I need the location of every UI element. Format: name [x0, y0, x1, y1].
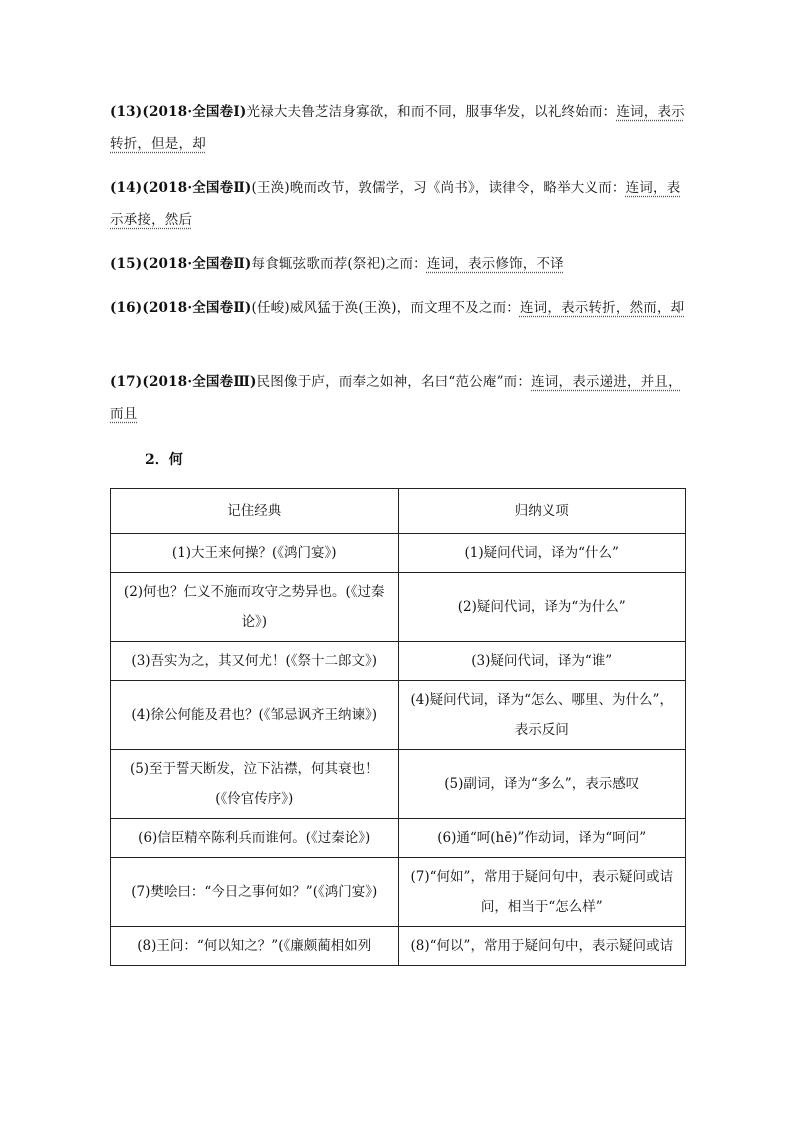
meaning-item: (7)“何如”，常用于疑问句中，表示疑问或诘问，相当于“怎么样”: [398, 858, 686, 927]
meaning-item: (5)副词，译为“多么”，表示感叹: [398, 750, 686, 819]
column-header-meaning: 归纳义项: [398, 489, 686, 534]
word-meaning-table: [110, 488, 686, 966]
section-heading: 2．何: [145, 452, 183, 468]
meaning-item: (6)通“呵(hē)”作动词，译为“呵问”: [398, 819, 686, 858]
classic-example: (5)至于誓天断发，泣下沾襟，何其衰也！(《伶官传序》): [111, 750, 399, 819]
classic-example: (7)樊哙曰：“今日之事何如？”(《鸿门宴》): [111, 858, 399, 927]
classic-example: (2)何也？仁义不施而攻守之势异也。(《过秦论》): [111, 573, 399, 642]
item-number: (15): [110, 256, 143, 272]
classic-example: (3)吾实为之，其又何尤！(《祭十二郎文》): [111, 642, 399, 681]
classic-example: (1)大王来何操？(《鸿门宴》): [111, 534, 399, 573]
table-row: [111, 858, 686, 927]
item-number: (14): [110, 180, 143, 196]
table-row: [111, 534, 686, 573]
classic-example: (4)徐公何能及君也？(《邹忌讽齐王纳谏》): [111, 681, 399, 750]
item-text: 每食辄弦歌而荐(祭祀)之而：: [251, 256, 427, 272]
paragraph-13: [110, 96, 686, 160]
paragraph-16: [110, 292, 686, 324]
classic-example: (6)信臣精卒陈利兵而谁何。(《过秦论》): [111, 819, 399, 858]
item-answer: 连词，表示修饰，不译: [426, 256, 564, 272]
item-number: (17): [110, 374, 143, 390]
table-row: [111, 750, 686, 819]
item-source: (2018·全国卷Ⅰ): [142, 104, 247, 120]
table-row: [111, 681, 686, 750]
item-source: (2018·全国卷Ⅱ): [142, 256, 252, 272]
item-answer: 连词，表示承接，然后: [110, 180, 681, 228]
item-source: (2018·全国卷Ⅱ): [142, 300, 252, 316]
meaning-item: (8)“何以”，常用于疑问句中，表示疑问或诘: [398, 927, 686, 966]
classic-example: (8)王问：“何以知之？”(《廉颇蔺相如列: [111, 927, 399, 966]
column-header-classic: 记住经典: [111, 489, 399, 534]
paragraph-17: [110, 366, 686, 430]
meaning-item: (1)疑问代词，译为“什么”: [398, 534, 686, 573]
table-row: [111, 819, 686, 858]
item-text: 民图像于庐，而奉之如神，名曰“范公庵”而：: [256, 374, 532, 390]
meaning-item: (2)疑问代词，译为“为什么”: [398, 573, 686, 642]
paragraph-15: [110, 248, 686, 280]
table-header-row: [111, 489, 686, 534]
item-text: (王涣)晚而改节，敦儒学，习《尚书》，读律令，略举大义而：: [251, 180, 626, 196]
table-row: [111, 573, 686, 642]
meaning-item: (4)疑问代词，译为“怎么、哪里、为什么”，表示反问: [398, 681, 686, 750]
item-answer: 连词，表示转折，但是，却: [110, 104, 685, 152]
item-text: 光禄大夫鲁芝洁身寡欲，和而不同，服事华发，以礼终始而：: [246, 104, 617, 120]
item-answer: 连词，表示转折，然而，却: [519, 300, 685, 316]
item-number: (16): [110, 300, 143, 316]
table-row: [111, 642, 686, 681]
paragraph-14: [110, 172, 686, 236]
item-answer: 连词，表示递进，并且，而且: [110, 374, 682, 422]
table-row: [111, 927, 686, 966]
item-number: (13): [110, 104, 143, 120]
item-source: (2018·全国卷Ⅱ): [142, 180, 252, 196]
meaning-item: (3)疑问代词，译为“谁”: [398, 642, 686, 681]
item-source: (2018·全国卷Ⅲ): [142, 374, 257, 390]
item-text: (任峻)威风猛于涣(王涣)，而文理不及之而：: [251, 300, 520, 316]
